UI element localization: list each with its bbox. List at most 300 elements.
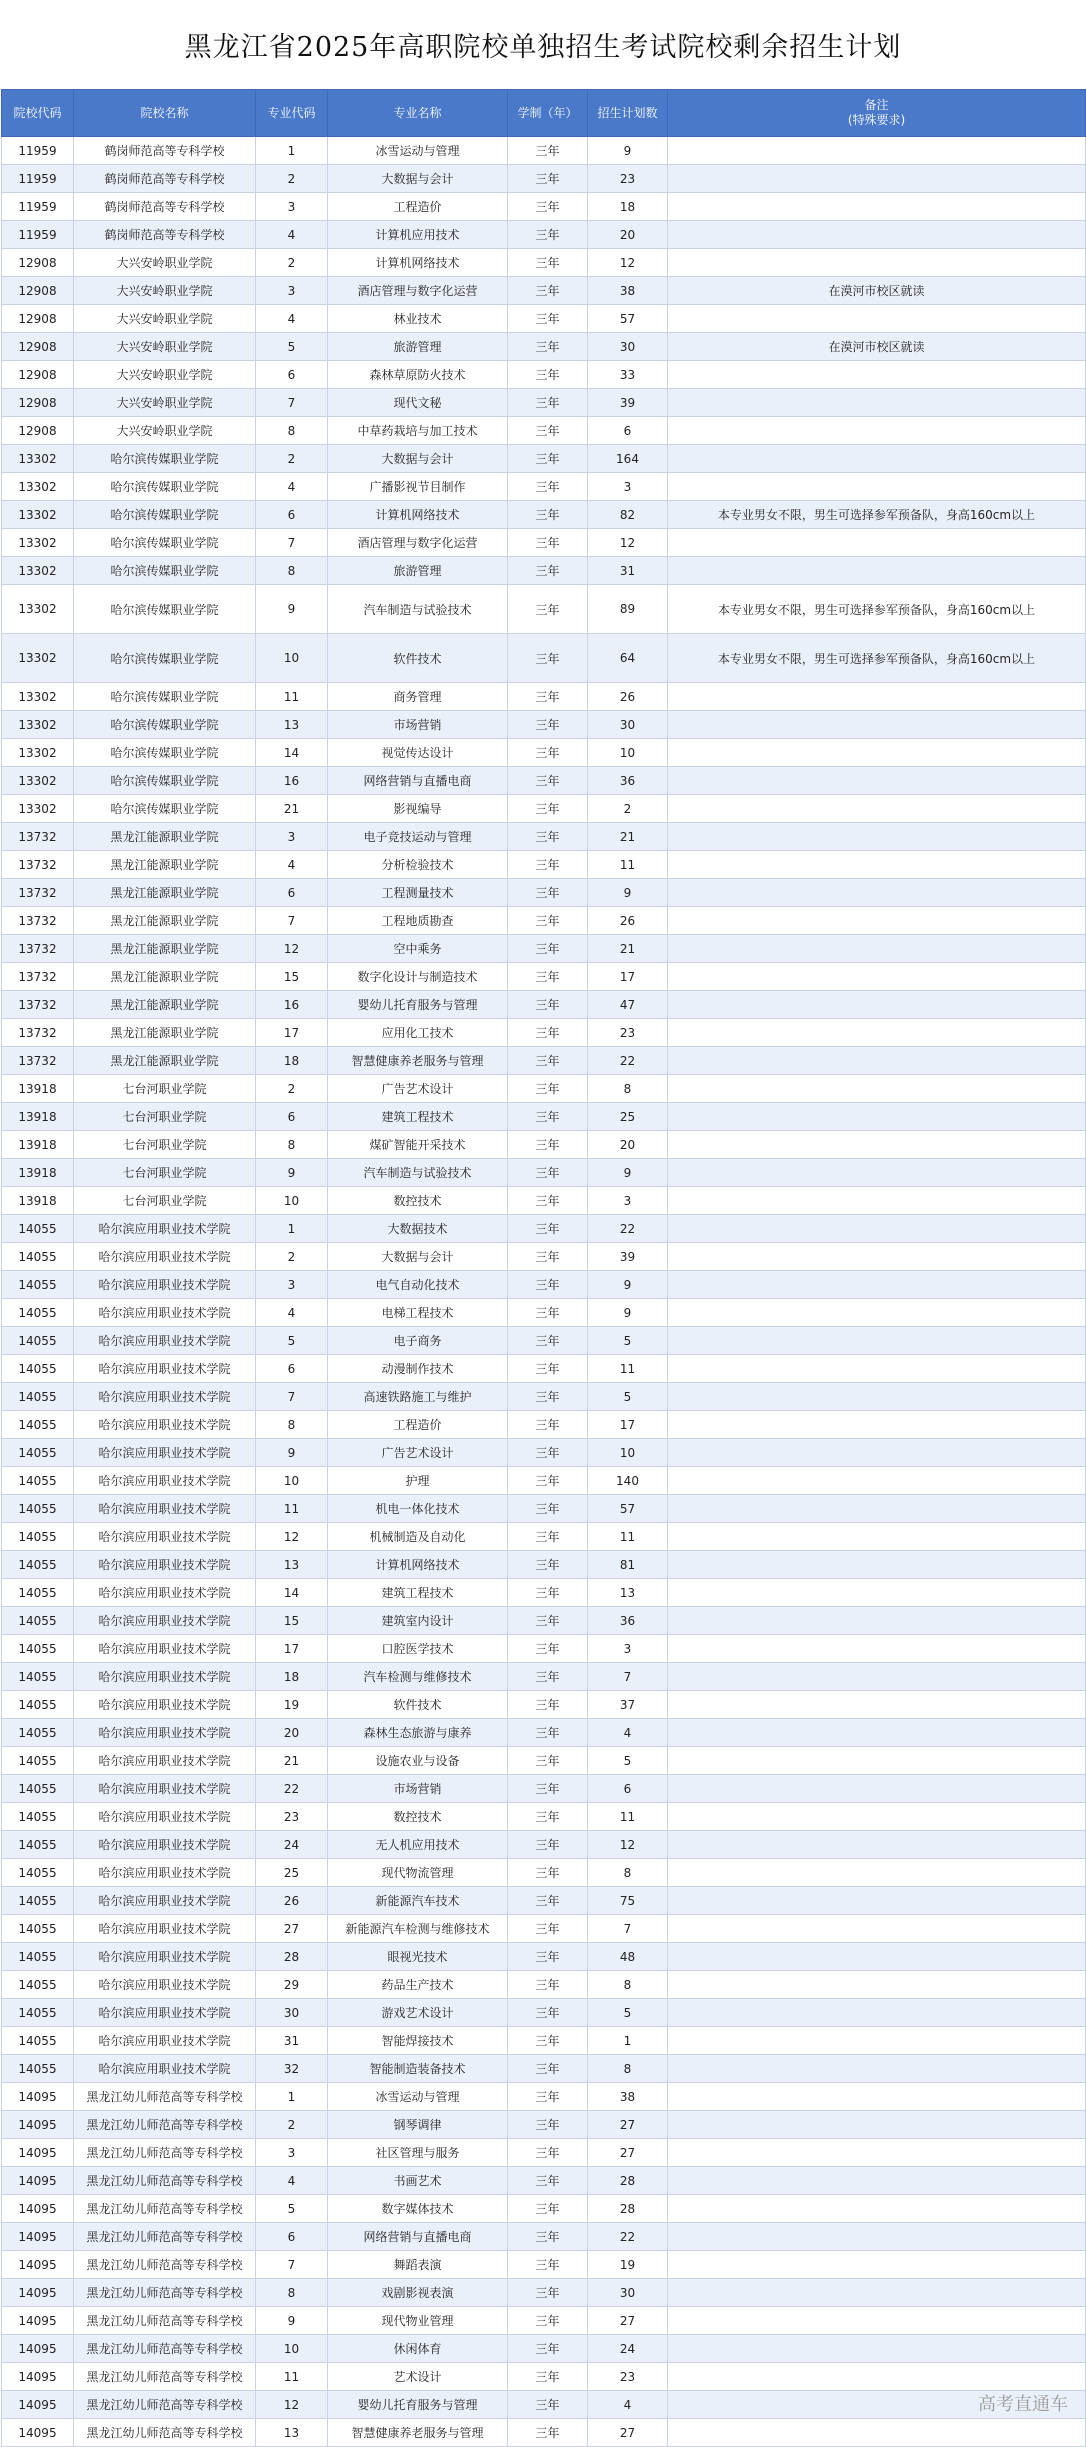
cell-major-name: 影视编导 — [328, 795, 508, 823]
cell-duration: 三年 — [508, 1803, 588, 1831]
table-row — [2, 1103, 1086, 1131]
cell-school-name: 哈尔滨应用职业技术学院 — [74, 1271, 256, 1299]
cell-major-name: 艺术设计 — [328, 2363, 508, 2391]
cell-major-name: 婴幼儿托育服务与管理 — [328, 991, 508, 1019]
cell-major-code: 29 — [256, 1971, 328, 1999]
table-row — [2, 2391, 1086, 2419]
table-row — [2, 277, 1086, 305]
table-row — [2, 529, 1086, 557]
cell-plan-count: 64 — [588, 634, 668, 683]
cell-school-name: 哈尔滨应用职业技术学院 — [74, 1523, 256, 1551]
table-row — [2, 557, 1086, 585]
table-row — [2, 2279, 1086, 2307]
cell-major-name: 工程造价 — [328, 193, 508, 221]
cell-duration: 三年 — [508, 2083, 588, 2111]
cell-school-name: 哈尔滨应用职业技术学院 — [74, 1215, 256, 1243]
cell-school-name: 鹤岗师范高等专科学校 — [74, 137, 256, 165]
cell-school-name: 七台河职业学院 — [74, 1159, 256, 1187]
cell-school-name: 哈尔滨应用职业技术学院 — [74, 1327, 256, 1355]
cell-plan-count: 27 — [588, 2139, 668, 2167]
table-row — [2, 165, 1086, 193]
cell-plan-count: 26 — [588, 907, 668, 935]
cell-major-code: 3 — [256, 1271, 328, 1299]
cell-remarks — [668, 1131, 1086, 1159]
cell-remarks — [668, 1103, 1086, 1131]
cell-duration: 三年 — [508, 1215, 588, 1243]
cell-school-code: 14055 — [2, 1215, 74, 1243]
cell-major-code: 26 — [256, 1887, 328, 1915]
table-row — [2, 473, 1086, 501]
cell-major-code: 3 — [256, 823, 328, 851]
table-row — [2, 1159, 1086, 1187]
table-row — [2, 1439, 1086, 1467]
table-row — [2, 991, 1086, 1019]
cell-remarks — [668, 683, 1086, 711]
cell-duration: 三年 — [508, 1719, 588, 1747]
cell-school-name: 哈尔滨应用职业技术学院 — [74, 1971, 256, 1999]
table-row — [2, 585, 1086, 634]
cell-major-code: 2 — [256, 249, 328, 277]
cell-major-name: 冰雪运动与管理 — [328, 2083, 508, 2111]
cell-duration: 三年 — [508, 935, 588, 963]
cell-remarks — [668, 963, 1086, 991]
cell-school-code: 13918 — [2, 1075, 74, 1103]
cell-school-code: 11959 — [2, 193, 74, 221]
cell-school-name: 黑龙江能源职业学院 — [74, 1047, 256, 1075]
cell-major-name: 药品生产技术 — [328, 1971, 508, 1999]
cell-remarks — [668, 1943, 1086, 1971]
table-row — [2, 2111, 1086, 2139]
cell-remarks — [668, 557, 1086, 585]
table-row — [2, 2307, 1086, 2335]
table-row — [2, 445, 1086, 473]
header-remarks — [668, 90, 1086, 137]
cell-major-name: 机械制造及自动化 — [328, 1523, 508, 1551]
cell-school-code: 14055 — [2, 1831, 74, 1859]
cell-major-name: 冰雪运动与管理 — [328, 137, 508, 165]
cell-duration: 三年 — [508, 2223, 588, 2251]
cell-school-name: 大兴安岭职业学院 — [74, 249, 256, 277]
cell-major-name: 戏剧影视表演 — [328, 2279, 508, 2307]
cell-major-code: 2 — [256, 445, 328, 473]
cell-plan-count: 23 — [588, 1019, 668, 1047]
cell-school-name: 哈尔滨应用职业技术学院 — [74, 1747, 256, 1775]
cell-major-code: 22 — [256, 1775, 328, 1803]
cell-plan-count: 27 — [588, 2307, 668, 2335]
cell-major-name: 电子竞技运动与管理 — [328, 823, 508, 851]
cell-school-name: 哈尔滨传媒职业学院 — [74, 501, 256, 529]
cell-major-code: 3 — [256, 2139, 328, 2167]
cell-duration: 三年 — [508, 1495, 588, 1523]
cell-school-code: 14095 — [2, 2251, 74, 2279]
cell-remarks — [668, 1215, 1086, 1243]
cell-major-name: 计算机网络技术 — [328, 1551, 508, 1579]
cell-school-name: 黑龙江幼儿师范高等专科学校 — [74, 2335, 256, 2363]
table-row — [2, 1579, 1086, 1607]
cell-school-name: 黑龙江能源职业学院 — [74, 935, 256, 963]
cell-school-name: 黑龙江幼儿师范高等专科学校 — [74, 2083, 256, 2111]
cell-remarks — [668, 711, 1086, 739]
cell-remarks — [668, 1243, 1086, 1271]
cell-major-name: 数控技术 — [328, 1803, 508, 1831]
cell-remarks — [668, 1915, 1086, 1943]
cell-major-name: 现代物流管理 — [328, 1859, 508, 1887]
cell-school-name: 哈尔滨应用职业技术学院 — [74, 1859, 256, 1887]
cell-school-name: 鹤岗师范高等专科学校 — [74, 221, 256, 249]
cell-major-name: 计算机应用技术 — [328, 221, 508, 249]
enrollment-plan-table — [1, 89, 1086, 2447]
cell-school-code: 13918 — [2, 1131, 74, 1159]
cell-school-name: 哈尔滨传媒职业学院 — [74, 767, 256, 795]
cell-major-name: 钢琴调律 — [328, 2111, 508, 2139]
cell-major-code: 28 — [256, 1943, 328, 1971]
cell-plan-count: 17 — [588, 963, 668, 991]
cell-remarks — [668, 851, 1086, 879]
table-row — [2, 501, 1086, 529]
cell-major-code: 25 — [256, 1859, 328, 1887]
cell-duration: 三年 — [508, 2167, 588, 2195]
cell-plan-count: 8 — [588, 2055, 668, 2083]
header-major-name: 专业名称 — [328, 90, 508, 137]
cell-school-name: 哈尔滨应用职业技术学院 — [74, 2027, 256, 2055]
cell-major-code: 6 — [256, 361, 328, 389]
cell-plan-count: 3 — [588, 473, 668, 501]
cell-school-code: 14055 — [2, 1551, 74, 1579]
cell-duration: 三年 — [508, 1775, 588, 1803]
cell-school-code: 14055 — [2, 1271, 74, 1299]
cell-remarks: 本专业男女不限，男生可选择参军预备队，身高160cm以上 — [668, 585, 1086, 634]
cell-major-code: 11 — [256, 2363, 328, 2391]
cell-plan-count: 164 — [588, 445, 668, 473]
cell-major-code: 24 — [256, 1831, 328, 1859]
cell-plan-count: 9 — [588, 1159, 668, 1187]
cell-school-code: 14095 — [2, 2307, 74, 2335]
cell-school-code: 12908 — [2, 417, 74, 445]
cell-remarks — [668, 2139, 1086, 2167]
cell-school-code: 12908 — [2, 389, 74, 417]
cell-remarks — [668, 2279, 1086, 2307]
cell-duration: 三年 — [508, 501, 588, 529]
cell-school-code: 14055 — [2, 1887, 74, 1915]
table-row — [2, 1859, 1086, 1887]
cell-plan-count: 24 — [588, 2335, 668, 2363]
cell-duration: 三年 — [508, 529, 588, 557]
cell-school-code: 14055 — [2, 1803, 74, 1831]
cell-major-name: 休闲体育 — [328, 2335, 508, 2363]
cell-duration: 三年 — [508, 1411, 588, 1439]
cell-plan-count: 23 — [588, 2363, 668, 2391]
table-row — [2, 795, 1086, 823]
cell-remarks — [668, 1691, 1086, 1719]
cell-duration: 三年 — [508, 1691, 588, 1719]
cell-remarks — [668, 1859, 1086, 1887]
cell-duration: 三年 — [508, 1747, 588, 1775]
cell-major-code: 20 — [256, 1719, 328, 1747]
cell-major-name: 眼视光技术 — [328, 1943, 508, 1971]
cell-school-name: 哈尔滨应用职业技术学院 — [74, 1887, 256, 1915]
cell-major-name: 旅游管理 — [328, 333, 508, 361]
cell-major-name: 大数据技术 — [328, 1215, 508, 1243]
cell-school-name: 哈尔滨传媒职业学院 — [74, 795, 256, 823]
cell-school-code: 14095 — [2, 2111, 74, 2139]
cell-major-code: 5 — [256, 333, 328, 361]
table-row — [2, 907, 1086, 935]
cell-duration: 三年 — [508, 2195, 588, 2223]
cell-school-name: 大兴安岭职业学院 — [74, 277, 256, 305]
cell-major-code: 4 — [256, 221, 328, 249]
cell-remarks — [668, 2335, 1086, 2363]
cell-major-code: 15 — [256, 963, 328, 991]
cell-major-name: 旅游管理 — [328, 557, 508, 585]
cell-school-name: 七台河职业学院 — [74, 1075, 256, 1103]
cell-duration: 三年 — [508, 1859, 588, 1887]
cell-major-name: 商务管理 — [328, 683, 508, 711]
cell-remarks: 本专业男女不限，男生可选择参军预备队，身高160cm以上 — [668, 634, 1086, 683]
cell-major-name: 应用化工技术 — [328, 1019, 508, 1047]
table-row — [2, 1411, 1086, 1439]
cell-major-name: 舞蹈表演 — [328, 2251, 508, 2279]
cell-plan-count: 30 — [588, 711, 668, 739]
cell-remarks — [668, 1019, 1086, 1047]
cell-school-name: 哈尔滨应用职业技术学院 — [74, 1299, 256, 1327]
cell-school-code: 13302 — [2, 739, 74, 767]
table-row — [2, 1047, 1086, 1075]
cell-school-name: 七台河职业学院 — [74, 1131, 256, 1159]
cell-major-code: 18 — [256, 1663, 328, 1691]
cell-school-code: 13918 — [2, 1159, 74, 1187]
cell-major-code: 18 — [256, 1047, 328, 1075]
table-row — [2, 1467, 1086, 1495]
table-row — [2, 221, 1086, 249]
cell-school-code: 13732 — [2, 1019, 74, 1047]
cell-school-code: 14095 — [2, 2195, 74, 2223]
cell-major-code: 3 — [256, 193, 328, 221]
cell-school-name: 黑龙江能源职业学院 — [74, 991, 256, 1019]
table-row — [2, 1915, 1086, 1943]
cell-remarks — [668, 2307, 1086, 2335]
table-row — [2, 1775, 1086, 1803]
cell-duration: 三年 — [508, 795, 588, 823]
cell-duration: 三年 — [508, 1439, 588, 1467]
cell-major-name: 无人机应用技术 — [328, 1831, 508, 1859]
cell-major-name: 软件技术 — [328, 634, 508, 683]
cell-major-name: 现代物业管理 — [328, 2307, 508, 2335]
cell-remarks — [668, 2167, 1086, 2195]
cell-school-code: 14055 — [2, 2055, 74, 2083]
cell-remarks: 在漠河市校区就读 — [668, 333, 1086, 361]
cell-school-code: 14055 — [2, 1243, 74, 1271]
cell-major-name: 大数据与会计 — [328, 165, 508, 193]
cell-remarks — [668, 1523, 1086, 1551]
table-row — [2, 935, 1086, 963]
table-row — [2, 2083, 1086, 2111]
cell-school-code: 11959 — [2, 137, 74, 165]
cell-school-code: 14055 — [2, 1383, 74, 1411]
cell-school-code: 14055 — [2, 1635, 74, 1663]
cell-school-code: 13302 — [2, 795, 74, 823]
page-title: 黑龙江省2025年高职院校单独招生考试院校剩余招生计划 — [184, 32, 902, 63]
cell-school-name: 鹤岗师范高等专科学校 — [74, 165, 256, 193]
cell-duration: 三年 — [508, 1243, 588, 1271]
table-row — [2, 2251, 1086, 2279]
cell-major-name: 新能源汽车技术 — [328, 1887, 508, 1915]
cell-major-name: 广播影视节目制作 — [328, 473, 508, 501]
cell-school-code: 14055 — [2, 1971, 74, 1999]
table-row — [2, 1327, 1086, 1355]
table-row — [2, 1803, 1086, 1831]
cell-major-name: 酒店管理与数字化运营 — [328, 529, 508, 557]
cell-duration: 三年 — [508, 249, 588, 277]
table-row — [2, 1831, 1086, 1859]
table-row — [2, 333, 1086, 361]
cell-school-name: 黑龙江能源职业学院 — [74, 823, 256, 851]
cell-duration: 三年 — [508, 991, 588, 1019]
cell-duration: 三年 — [508, 221, 588, 249]
cell-school-code: 13302 — [2, 557, 74, 585]
table-row — [2, 879, 1086, 907]
cell-major-name: 社区管理与服务 — [328, 2139, 508, 2167]
table-row — [2, 739, 1086, 767]
cell-duration: 三年 — [508, 1159, 588, 1187]
table-row — [2, 2027, 1086, 2055]
cell-major-code: 4 — [256, 1299, 328, 1327]
cell-major-code: 12 — [256, 2391, 328, 2419]
cell-duration: 三年 — [508, 1187, 588, 1215]
cell-duration: 三年 — [508, 711, 588, 739]
cell-major-name: 森林草原防火技术 — [328, 361, 508, 389]
cell-remarks — [668, 1635, 1086, 1663]
cell-duration: 三年 — [508, 2363, 588, 2391]
cell-duration: 三年 — [508, 137, 588, 165]
cell-school-code: 13302 — [2, 529, 74, 557]
cell-major-name: 书画艺术 — [328, 2167, 508, 2195]
watermark-text: 高考直通车 — [978, 2394, 1068, 2415]
cell-major-name: 建筑室内设计 — [328, 1607, 508, 1635]
cell-remarks — [668, 1411, 1086, 1439]
cell-school-name: 黑龙江能源职业学院 — [74, 963, 256, 991]
cell-remarks — [668, 1663, 1086, 1691]
cell-major-name: 工程测量技术 — [328, 879, 508, 907]
cell-remarks — [668, 2111, 1086, 2139]
cell-remarks — [668, 1159, 1086, 1187]
cell-school-name: 黑龙江能源职业学院 — [74, 851, 256, 879]
cell-remarks — [668, 991, 1086, 1019]
cell-school-code: 13732 — [2, 823, 74, 851]
cell-school-name: 哈尔滨应用职业技术学院 — [74, 1803, 256, 1831]
table-row — [2, 963, 1086, 991]
cell-major-code: 6 — [256, 879, 328, 907]
table-row — [2, 389, 1086, 417]
cell-major-name: 汽车检测与维修技术 — [328, 1663, 508, 1691]
cell-remarks — [668, 2419, 1086, 2447]
cell-school-name: 黑龙江幼儿师范高等专科学校 — [74, 2419, 256, 2447]
table-row — [2, 767, 1086, 795]
cell-school-code: 14055 — [2, 1327, 74, 1355]
cell-plan-count: 12 — [588, 249, 668, 277]
cell-major-code: 7 — [256, 2251, 328, 2279]
cell-major-name: 大数据与会计 — [328, 1243, 508, 1271]
cell-duration: 三年 — [508, 1579, 588, 1607]
cell-remarks — [668, 473, 1086, 501]
cell-major-name: 智慧健康养老服务与管理 — [328, 1047, 508, 1075]
cell-duration: 三年 — [508, 2251, 588, 2279]
cell-major-code: 1 — [256, 137, 328, 165]
cell-plan-count: 57 — [588, 1495, 668, 1523]
table-row — [2, 1943, 1086, 1971]
cell-major-name: 市场营销 — [328, 711, 508, 739]
cell-plan-count: 47 — [588, 991, 668, 1019]
cell-remarks — [668, 1999, 1086, 2027]
cell-major-name: 高速铁路施工与维护 — [328, 1383, 508, 1411]
cell-remarks — [668, 361, 1086, 389]
cell-plan-count: 38 — [588, 2083, 668, 2111]
table-row — [2, 683, 1086, 711]
table-row — [2, 1299, 1086, 1327]
cell-duration: 三年 — [508, 2139, 588, 2167]
cell-school-name: 哈尔滨应用职业技术学院 — [74, 1551, 256, 1579]
cell-major-code: 8 — [256, 2279, 328, 2307]
cell-school-name: 哈尔滨传媒职业学院 — [74, 529, 256, 557]
table-row — [2, 1663, 1086, 1691]
cell-major-name: 网络营销与直播电商 — [328, 2223, 508, 2251]
cell-remarks — [668, 249, 1086, 277]
cell-remarks — [668, 1271, 1086, 1299]
cell-school-name: 哈尔滨应用职业技术学院 — [74, 1607, 256, 1635]
cell-remarks — [668, 1467, 1086, 1495]
cell-plan-count: 13 — [588, 1579, 668, 1607]
cell-remarks — [668, 305, 1086, 333]
cell-school-code: 11959 — [2, 221, 74, 249]
cell-school-code: 14095 — [2, 2279, 74, 2307]
cell-duration: 三年 — [508, 1551, 588, 1579]
cell-plan-count: 27 — [588, 2111, 668, 2139]
table-row — [2, 305, 1086, 333]
cell-duration: 三年 — [508, 1103, 588, 1131]
cell-major-name: 广告艺术设计 — [328, 1075, 508, 1103]
cell-plan-count: 37 — [588, 1691, 668, 1719]
cell-duration: 三年 — [508, 2391, 588, 2419]
cell-school-name: 哈尔滨应用职业技术学院 — [74, 1663, 256, 1691]
table-row — [2, 711, 1086, 739]
cell-major-code: 2 — [256, 2111, 328, 2139]
cell-school-name: 大兴安岭职业学院 — [74, 417, 256, 445]
cell-school-name: 哈尔滨应用职业技术学院 — [74, 1439, 256, 1467]
cell-remarks — [668, 529, 1086, 557]
cell-school-code: 13732 — [2, 907, 74, 935]
cell-duration: 三年 — [508, 389, 588, 417]
cell-duration: 三年 — [508, 1831, 588, 1859]
cell-remarks — [668, 907, 1086, 935]
cell-plan-count: 11 — [588, 851, 668, 879]
cell-plan-count: 9 — [588, 879, 668, 907]
cell-school-name: 哈尔滨应用职业技术学院 — [74, 1943, 256, 1971]
cell-major-code: 10 — [256, 2335, 328, 2363]
cell-school-code: 14095 — [2, 2391, 74, 2419]
cell-school-code: 13302 — [2, 634, 74, 683]
table-row — [2, 1607, 1086, 1635]
cell-duration: 三年 — [508, 2307, 588, 2335]
table-row — [2, 2167, 1086, 2195]
cell-major-name: 护理 — [328, 1467, 508, 1495]
cell-plan-count: 31 — [588, 557, 668, 585]
header-major-code: 专业代码 — [256, 90, 328, 137]
cell-duration: 三年 — [508, 445, 588, 473]
cell-remarks — [668, 445, 1086, 473]
cell-remarks — [668, 1971, 1086, 1999]
cell-plan-count: 23 — [588, 165, 668, 193]
cell-plan-count: 19 — [588, 2251, 668, 2279]
header-remarks-sub: (特殊要求) — [847, 113, 906, 127]
